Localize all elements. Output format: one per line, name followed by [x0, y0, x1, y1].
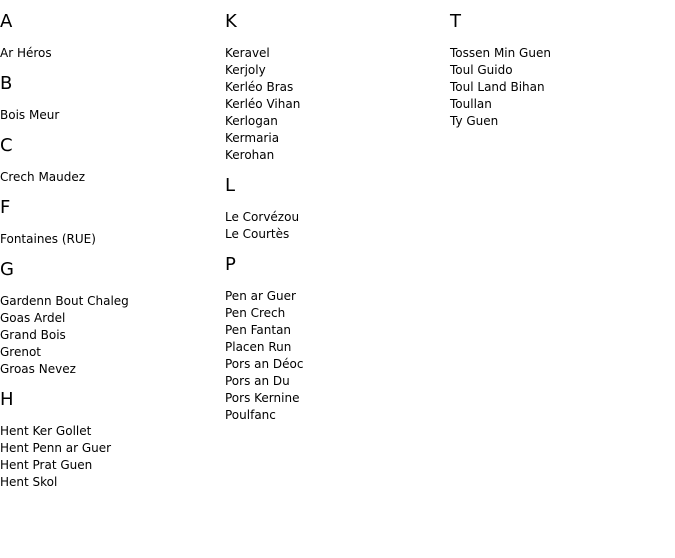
street-link[interactable]: Pen ar Guer — [225, 289, 296, 303]
street-list — [450, 45, 675, 130]
street-list — [0, 107, 225, 124]
group-letter: B — [0, 73, 13, 94]
street-link[interactable]: Hent Skol — [0, 475, 58, 489]
letter-group-c — [0, 136, 225, 186]
letter-group-a — [0, 12, 225, 62]
street-link[interactable]: Kerjoly — [225, 63, 266, 77]
street-link[interactable]: Kermaria — [225, 131, 280, 145]
street-link[interactable]: Toul Land Bihan — [450, 80, 545, 94]
street-list — [0, 45, 225, 62]
group-letter: K — [225, 11, 237, 32]
group-letter: G — [0, 259, 14, 280]
group-letter: P — [225, 254, 236, 275]
street-list — [225, 45, 450, 164]
group-letter: H — [0, 389, 14, 410]
street-link[interactable]: Kerléo Vihan — [225, 97, 301, 111]
letter-group-t — [450, 12, 675, 130]
street-link[interactable]: Kerohan — [225, 148, 275, 162]
street-link[interactable]: Pors an Déoc — [225, 357, 304, 371]
index-column-1 — [0, 12, 225, 503]
street-link[interactable]: Hent Ker Gollet — [0, 424, 92, 438]
letter-group-b — [0, 74, 225, 124]
street-link[interactable]: Gardenn Bout Chaleg — [0, 294, 129, 308]
group-letter: L — [225, 175, 236, 196]
group-letter: T — [450, 11, 461, 32]
street-list — [0, 231, 225, 248]
group-letter: A — [0, 11, 13, 32]
street-link[interactable]: Hent Penn ar Guer — [0, 441, 112, 455]
street-list — [0, 293, 225, 378]
street-link[interactable]: Pors Kernine — [225, 391, 300, 405]
index-column-2 — [225, 12, 450, 436]
letter-group-h — [0, 390, 225, 491]
street-link[interactable]: Le Corvézou — [225, 210, 300, 224]
street-link[interactable]: Ar Héros — [0, 46, 52, 60]
street-link[interactable]: Ty Guen — [450, 114, 499, 128]
street-link[interactable]: Keravel — [225, 46, 270, 60]
street-link[interactable]: Pen Crech — [225, 306, 286, 320]
street-link[interactable]: Kerlogan — [225, 114, 278, 128]
street-link[interactable]: Fontaines (RUE) — [0, 232, 96, 246]
street-link[interactable]: Hent Prat Guen — [0, 458, 93, 472]
group-letter: C — [0, 135, 13, 156]
street-list — [0, 169, 225, 186]
street-link[interactable]: Le Courtès — [225, 227, 290, 241]
letter-group-f — [0, 198, 225, 248]
street-link[interactable]: Grenot — [0, 345, 42, 359]
group-letter: F — [0, 197, 11, 218]
street-link[interactable]: Pen Fantan — [225, 323, 292, 337]
street-link[interactable]: Groas Nevez — [0, 362, 76, 376]
street-link[interactable]: Pors an Du — [225, 374, 290, 388]
street-list — [0, 423, 225, 491]
street-link[interactable]: Poulfanc — [225, 408, 276, 422]
letter-group-p — [225, 255, 450, 424]
letter-group-g — [0, 260, 225, 378]
street-link[interactable]: Toul Guido — [450, 63, 513, 77]
street-link[interactable]: Grand Bois — [0, 328, 66, 342]
street-list — [225, 209, 450, 243]
street-link[interactable]: Crech Maudez — [0, 170, 86, 184]
street-link[interactable]: Bois Meur — [0, 108, 60, 122]
street-link[interactable]: Placen Run — [225, 340, 292, 354]
letter-group-l — [225, 176, 450, 243]
street-link[interactable]: Kerléo Bras — [225, 80, 294, 94]
letter-group-k — [225, 12, 450, 164]
street-list — [225, 288, 450, 424]
index-column-3 — [450, 12, 675, 142]
street-link[interactable]: Toullan — [450, 97, 492, 111]
street-link[interactable]: Tossen Min Guen — [450, 46, 551, 60]
street-link[interactable]: Goas Ardel — [0, 311, 66, 325]
